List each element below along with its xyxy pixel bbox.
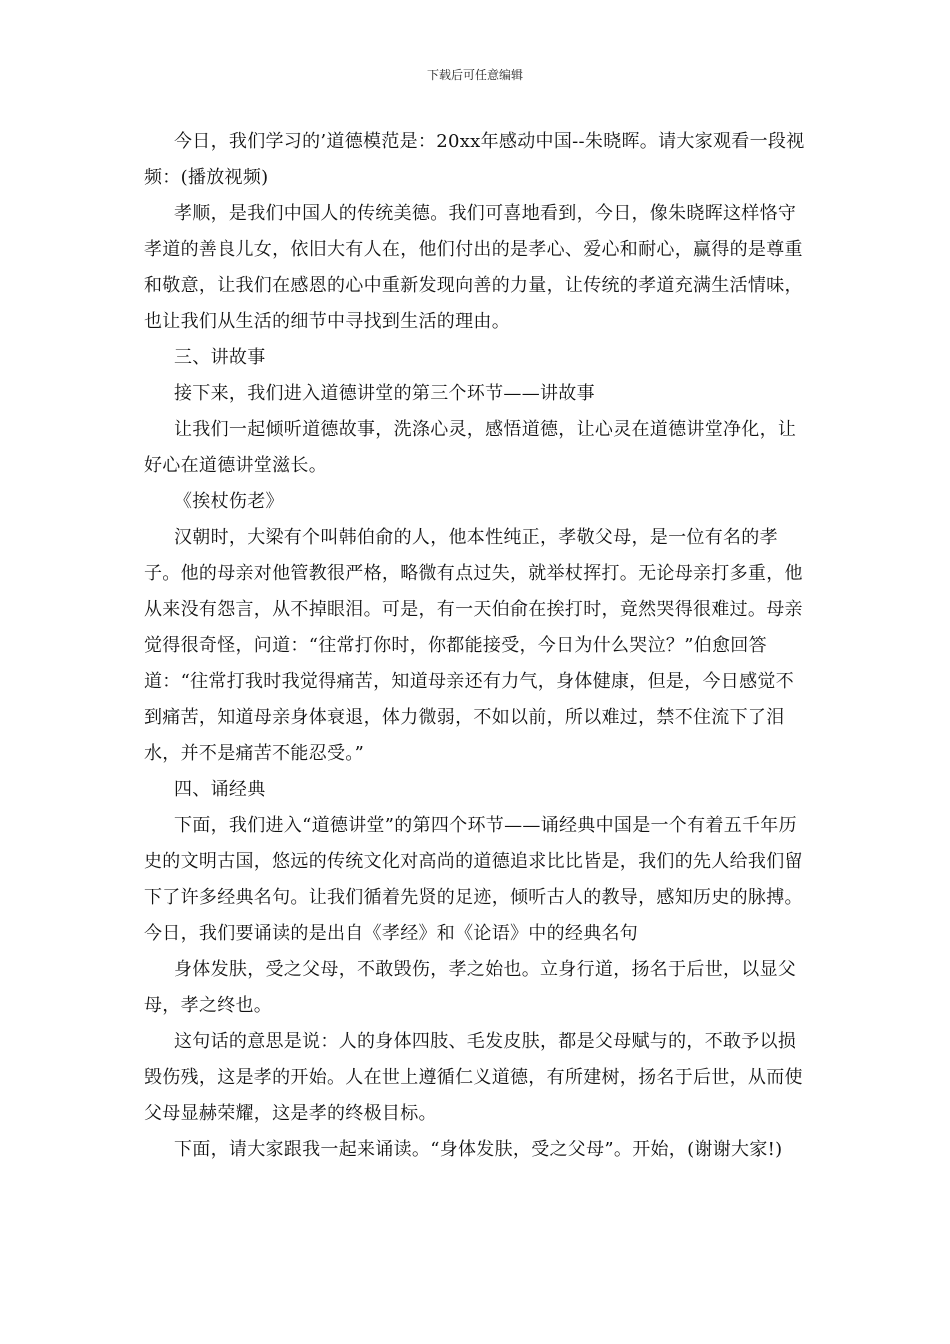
paragraph-filial-piety: 孝顺，是我们中国人的传统美德。我们可喜地看到，今日，像朱晓晖这样恪守孝道的善良儿女，依旧大有人在，他们付出的是孝心、爱心和耐心，赢得的是尊重和敬意，让我们在感恩的心中重新发现向善的力量，让传统的孝道充满生活情味，也让我们从生活的细节中寻找到生活的理由。 [144, 203, 803, 332]
paragraph-moral-model: 今日，我们学习的’道德模范是：20xx年感动中国--朱晓晖。请大家观看一段视频：(播放视频) [144, 131, 805, 188]
paragraph-third-section-intro: 接下来，我们进入道德讲堂的第三个环节——讲故事 [174, 383, 595, 404]
paragraph-recite-together: 下面，请大家跟我一起来诵读。“身体发肤，受之父母”。开始，(谢谢大家!) [174, 1139, 783, 1160]
paragraph-fourth-section-intro: 下面，我们进入“道德讲堂”的第四个环节——诵经典中国是一个有着五千年历史的文明古国，悠远的传统文化对高尚的道德追求比比皆是，我们的先人给我们留下了许多经典名句。让我们循着先贤的足迹，倾听古人的教导，感知历史的脉搏。今日，我们要诵读的是出自《孝经》和《论语》中的经典名句 [144, 815, 803, 944]
paragraph-listen-story: 让我们一起倾听道德故事，洗涤心灵，感悟道德，让心灵在道德讲堂净化，让好心在道德讲堂滋长。 [144, 419, 797, 476]
paragraph-story-body: 汉朝时，大梁有个叫韩伯俞的人，他本性纯正，孝敬父母，是一位有名的孝子。他的母亲对他管教很严格，略微有点过失，就举杖挥打。无论母亲打多重，他从来没有怨言，从不掉眼泪。可是，有一天伯俞在挨打时，竟然哭得很难过。母亲觉得很奇怪，问道：“往常打你时，你都能接受，今日为什么哭泣？”伯愈回答道：“往常打我时我觉得痛苦，知道母亲还有力气，身体健康，但是，今日感觉不到痛苦，知道母亲身体衰退，体力微弱，不如以前，所以难过，禁不住流下了泪水，并不是痛苦不能忍受。” [144, 527, 803, 764]
paragraph-quote-meaning: 这句话的意思是说：人的身体四肢、毛发皮肤，都是父母赋与的，不敢予以损毁伤残，这是孝的开始。人在世上遵循仁义道德，有所建树，扬名于后世，从而使父母显赫荣耀，这是孝的终极目标。 [144, 1031, 803, 1124]
story-title: 《挨杖伤老》 [174, 491, 284, 512]
page-header: 下载后可任意编辑 [426, 68, 523, 82]
section-heading-classics: 四、诵经典 [174, 779, 266, 800]
section-heading-storytelling: 三、讲故事 [174, 347, 266, 368]
document-body [144, 124, 808, 1168]
paragraph-classic-quote: 身体发肤，受之父母，不敢毁伤，孝之始也。立身行道，扬名于后世，以显父母，孝之终也。 [144, 959, 797, 1016]
